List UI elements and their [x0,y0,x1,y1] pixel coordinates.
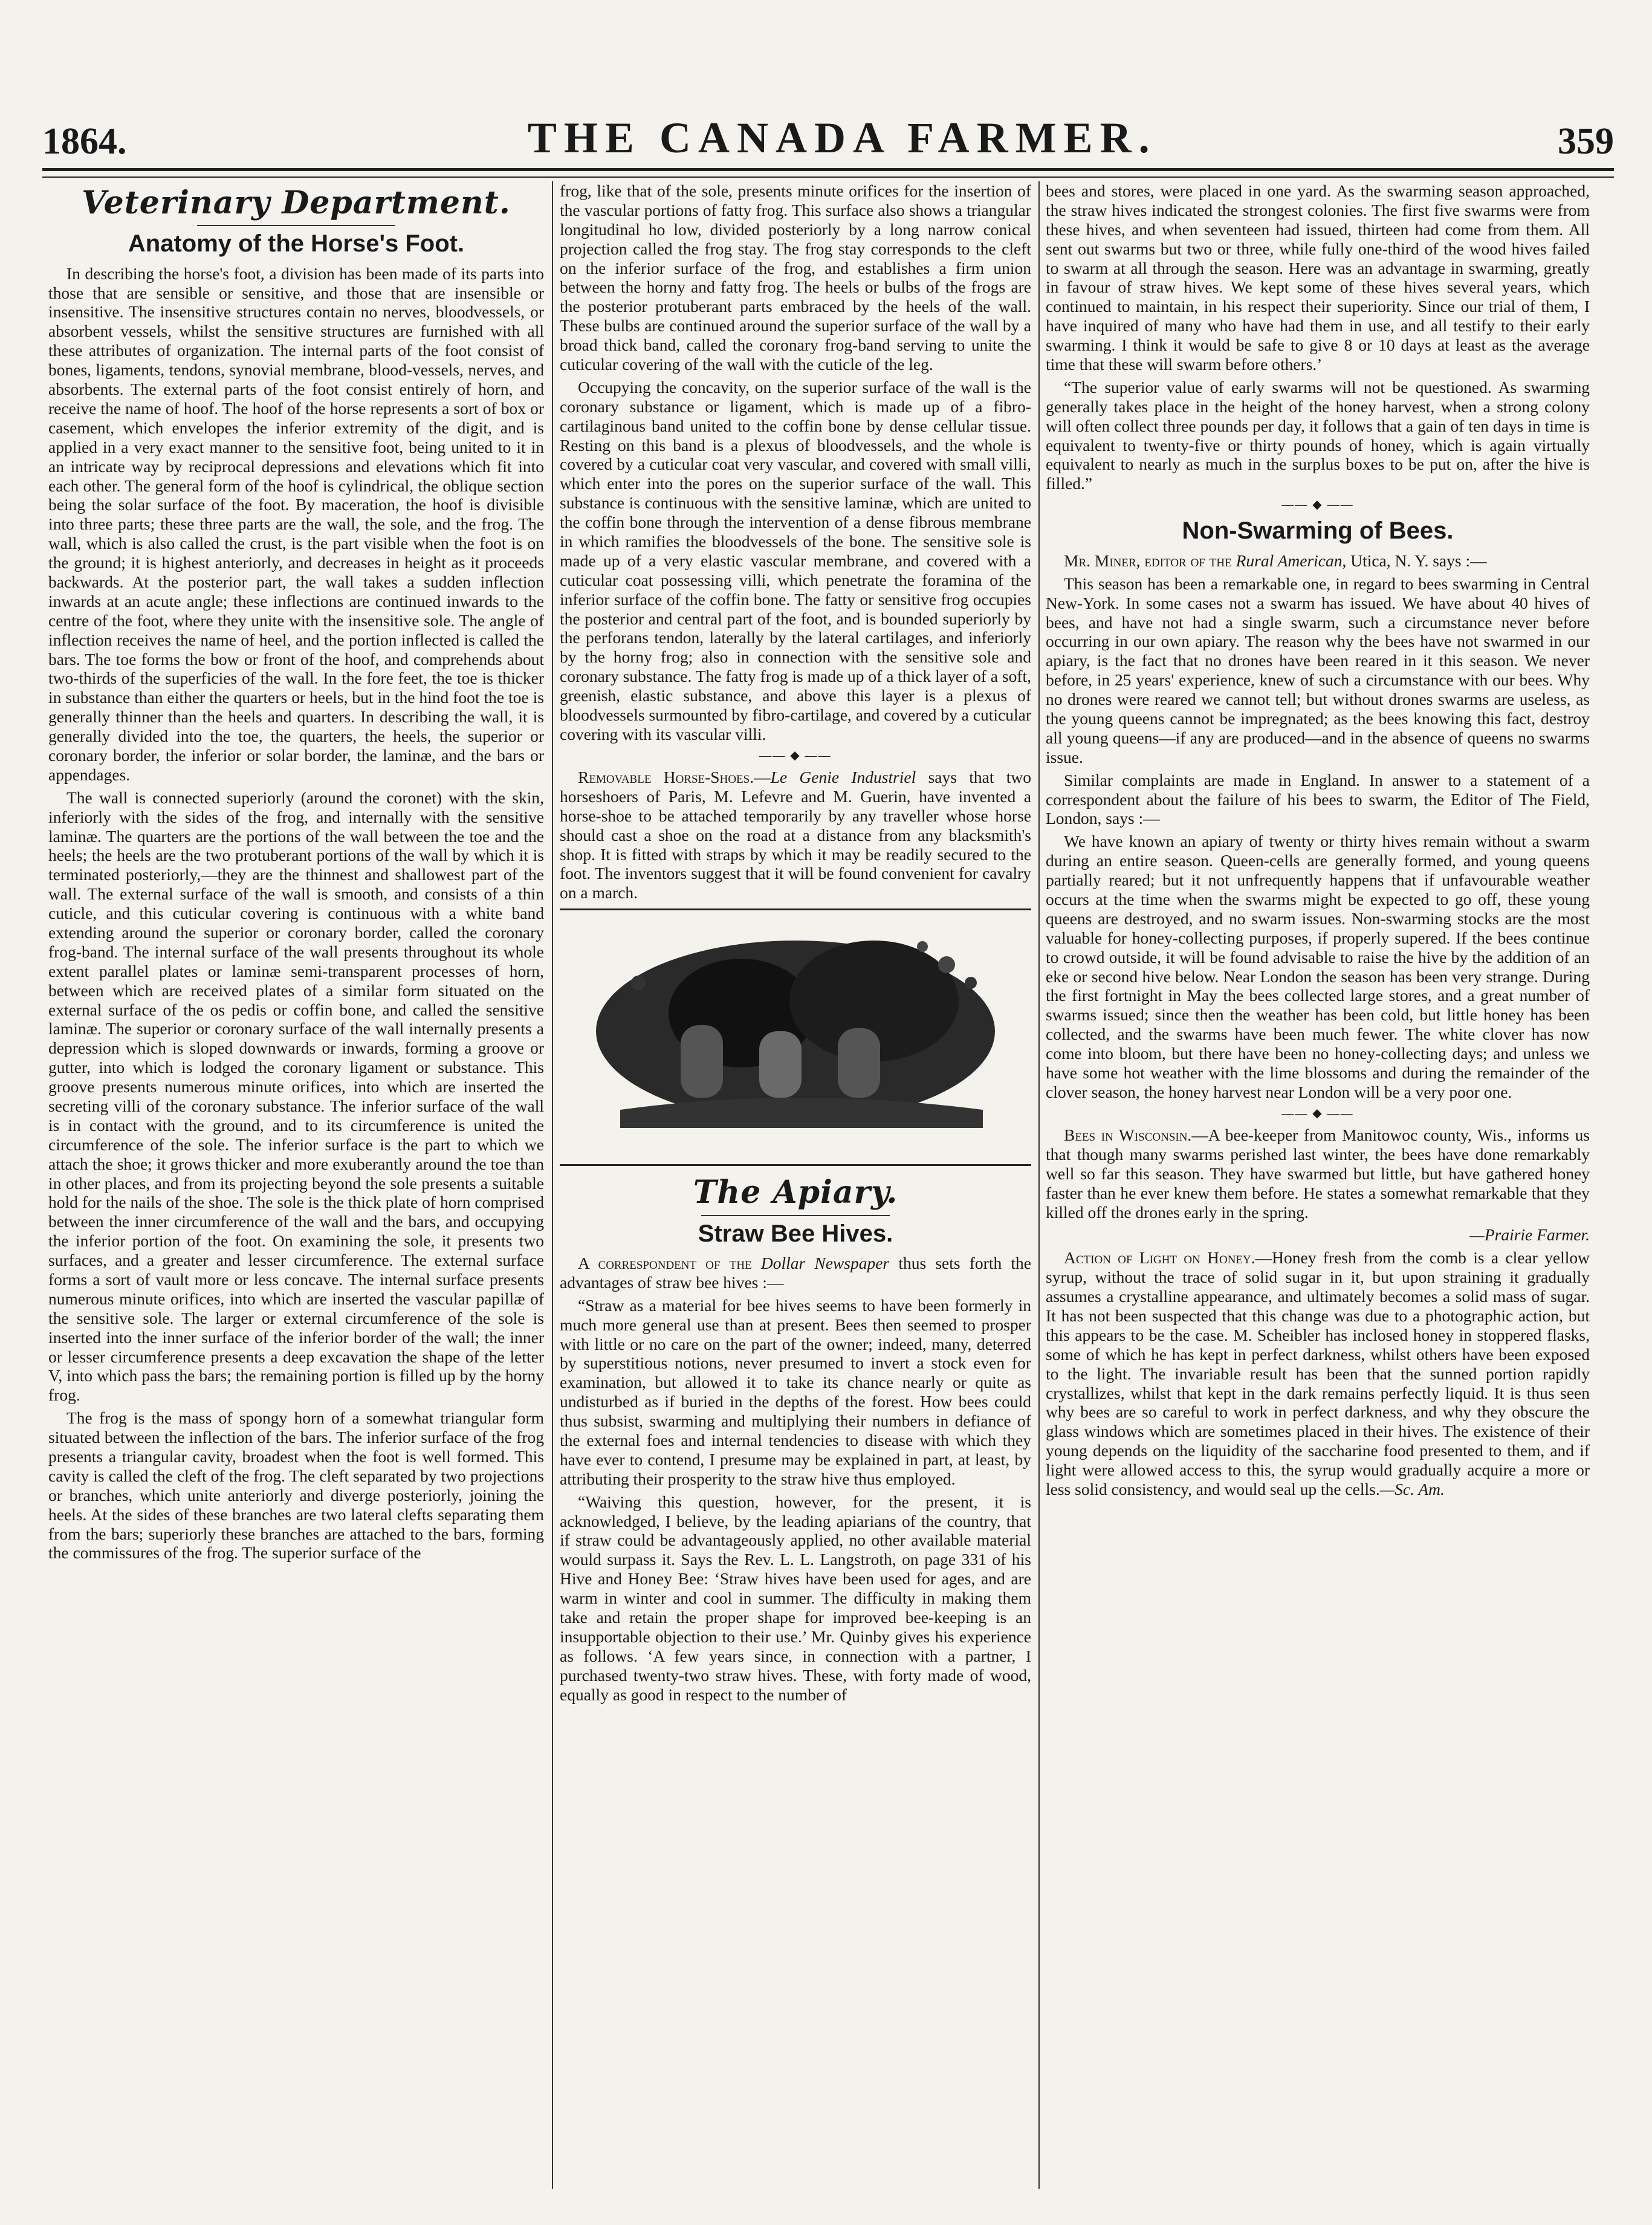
item-text: —Honey fresh from the comb is a clear yellow syrup, without the trace of solid sugar in it, but upon straining it gradually assumes a crystalline appearance, and ultimately becomes a solid mass of sugar. It has not been suspected that this change was due to a photographic action, but this appears to be the case. M. Scheibler has inclosed honey in stoppered flasks, some of which he has kept in perfect darkness, whilst others have been exposed to the light. The invariable result has been that the sunned portion rapidly crystallizes, whilst that kept in the dark remains perfectly liquid. It is thus seen why bees are so careful to work in perfect darkness, and why they obscure the glass windows which are sometimes placed in their hives. The existence of their young depends on the liquidity of the saccharine food presented to them, and if light were allowed access to this, the syrup would gradually acquire a more or less solid consistency, and would seal up the cells. [1046,1248,1590,1498]
item-source: —Sc. Am. [1379,1479,1445,1498]
straw-hives-title: Straw Bee Hives. [698,1220,893,1247]
masthead-rule [42,168,1614,171]
article-paragraph: frog, like that of the sole, presents minute orifices for the insertion of the vascular portions of fatty frog. This surface also shows a triangular longitudinal ho low, divided posteriorly by a long narrow conical projection called the frog stay. The frog stay corresponds to the cleft on the inferior surface of the frog, and establishes a firm union between the horny and fatty frog. The heels or bulbs of the frogs are the posterior protuberant parts embraced by the heels of the wall. These bulbs are continued around the superior surface of the wall by a broad thick band, called the coronary frog-band serving to unite the cuticular covering of the wall with the cuticle of the leg. [560,181,1031,374]
column-middle [560,181,1031,2189]
intro-text: thus sets forth the advantages of straw bee hives :— [560,1253,1031,1292]
item-source: Le Genie Industriel [770,768,916,787]
column-divider-1 [552,181,553,2189]
item-lead: Removable Horse-Shoes. [578,768,754,787]
news-item [1046,1248,1590,1499]
page-number: 359 [1557,121,1614,162]
column-divider-2 [1038,181,1040,2189]
apiary-department-heading: The Apiary. [693,1174,898,1211]
item-dash: — [754,768,771,787]
section-ornament: —— ◆ —— [1281,498,1354,512]
article-intro [560,1254,1031,1292]
column-right [1046,181,1590,2189]
article-title: Anatomy of the Horse's Foot. [128,230,465,257]
masthead [42,109,1614,163]
masthead-rule-thin [42,177,1614,178]
news-item [560,768,1031,902]
newspaper-title: THE CANADA FARMER. [527,114,1157,162]
intro-text: , Utica, N. Y. says :— [1342,551,1487,570]
quoted-paragraph: “Straw as a material for bee hives seems to have been formerly in much more general use than at present. Bees then seemed to prosper with little or no care on the part of the owner; indeed, many, deterred by superstitious notions, never presumed to invert a stock even for examination, but allowed it to take its chance nearly or quite as undisturbed as if buried in the depths of the forest. How bees could thus subsist, swarming and multiplying their numbers in defiance of the external foes and internal tendencies to disease with which they have ever to contend, I presume may be explained in part, at least, by attributing their prosperity to the straw hive thus employed. [560,1295,1031,1488]
article-paragraph: Similar complaints are made in England. In answer to a statement of a correspondent about the failure of his bees to swarm, the Editor of The Field, London, says :— [1046,770,1590,828]
item-lead: Bees in Wisconsin. [1064,1125,1192,1144]
article-paragraph: We have known an apiary of twenty or thirty hives remain without a swarm during an entire season. Queen-cells are generally formed, and young queens partially reared; but it not unfrequently happens that if unfavourable weather occurs at the time when the swarms might be expected to go off, these young queens are destroyed, and no swarm issues. Non-swarming stocks are the most valuable for honey-collecting purposes, if properly supered. If the bees continue to crowd outside, it will be found advisable to raise the hive by the addition of an eke or second hive below. Near London the season has been very strange. During the first fortnight in May the bees collected large stores, and a great number of swarms issued; since then the weather has been cold, but little honey has been collected, and the swarms have been much fewer. The white clover has now come into bloom, but there have been no honey-collecting days; and unless we have some hot weather with the lime blossoms and during the remainder of the clover season, the honey harvest near London will be a very poor one. [1046,832,1590,1101]
intro-source: Dollar Newspaper [760,1253,890,1272]
quoted-paragraph: “Waiving this question, however, for the present, it is acknowledged, I believe, by the leading apiarians of the country, that if straw could be advantageously applied, no other available material would surpass it. Says the Rev. L. L. Langstroth, on page 331 of his Hive and Honey Bee: ‘Straw hives have been used for ages, and are warm in winter and cool in summer. The difficulty in making them take and retain the proper shape for improved bee-keeping is an insupportable objection to their use.’ Mr. Quinby gives his experience as follows. ‘A few years since, in connection with a partner, I purchased twenty-two straw hives. These, with forty made of wood, equally as good in respect to the number of [560,1492,1031,1704]
intro-lead: A correspondent of the [578,1253,761,1272]
beehive-illustration [560,910,1031,1161]
heading-rule [701,1215,890,1216]
article-paragraph: The frog is the mass of spongy horn of a somewhat triangular form situated between the inflection of the bars. The inferior surface of the frog presents a triangular cavity, broadest when the foot is well formed. This cavity is called the cleft of the frog. The cleft separated by two projections or branches, which unite anteriorly and diverge posteriorly, joining the heels. At the sides of these branches are two lateral clefts separating them from the bars; superiorly these branches are attached to the bars, forming the commissures of the frog. The superior surface of the [48,1408,544,1563]
item-text: says that two horseshoers of Paris, M. Lefevre and M. Guerin, have invented a horse-shoe to be attached temporarily by any traveller whose horse should cast a shoe on the road at a distance from any blacksmith's shop. It is fitted with straps by which it may be readily secured to the foot. The inventors suggest that it will be found convenient for cavalry on a march. [560,768,1031,902]
item-text: —A bee-keeper from Manitowoc county, Wis., informs us that though many swarms perished last winter, the bees have done remarkably well so far this season. They have swarmed but little, but have gathered honey faster than he ever knew them before. He states a somewhat remarkable that they killed off the drones early in the spring. [1046,1125,1590,1222]
column-left [48,181,544,2189]
item-lead: Action of Light on Honey. [1064,1248,1255,1268]
item-source: —Prairie Farmer. [1469,1225,1590,1245]
section-ornament: —— ◆ —— [1281,1106,1354,1120]
intro-lead: Mr. Miner, editor of the [1064,551,1236,570]
article-paragraph: In describing the horse's foot, a division has been made of its parts into those that are sensible or sensitive, and those that are insensible or insensitive. The insensitive structures contain no nerves, bloodvessels, or absorbent vessels, whilst the sensitive structures are furnished with all these attributes of organization. The internal parts of the foot consist of bones, ligaments, tendons, synovial membrane, blood-vessels, nerves, and absorbents. The external parts of the foot consist entirely of horn, and receive the name of hoof. The hoof of the horse represents a sort of box or casement, which envelopes the inferior extremity of the digit, and is applied in a very exact manner to the sensitive foot, being united to it in an intricate way by reciprocal depressions and elevations which fit into each other. The general form of the hoof is cylindrical, the oblique section being the solar surface of the foot. By maceration, the hoof is divisible into three parts; these three parts are the wall, the sole, and the frog. The wall, which is also called the crust, is the part visible when the foot is on the ground; it is highest anteriorly, and decreases in height as it proceeds backwards. At the posterior part, the wall takes a sudden inflection inwards at an acute angle; these inflections are continued inwards to the centre of the foot, where they unite with the insensitive sole. The angle of inflection receives the name of heel, and the portion inflected is called the bars. The toe forms the bow or front of the hoof, and comprehends about two-thirds of the superficies of the wall. In the fore feet, the toe is thicker in substance than either the quarters or heels, but in the hind foot the toe is generally thinner than the heels and quarters. In describing the wall, it is generally divided into the toe, the quarters, the heels, the superior or coronary border, the inferior or solar border, the laminæ, and the bars or appendages. [48,264,544,784]
issue-year: 1864. [42,121,127,162]
apiary-engraving [560,908,1031,1166]
heading-rule [197,225,395,226]
nonswarming-title: Non-Swarming of Bees. [1182,517,1454,545]
quoted-paragraph: bees and stores, were placed in one yard. As the swarming season approached, the straw hives indicated the strongest colonies. The first five swarms were from these hives, and when seventeen had issued, thirteen had come from them. All sent out swarms but two or three, while fully one-third of the wood hives failed to swarm at all through the season. Here was an advantage in swarming, greatly in favour of straw hives. We kept some of these hives several years, which continued to maintain, in his respect their superiority. Since our trial of them, I have inquired of many who have had them in use, and all testify to their early swarming. I think it would be safe to give 8 or 10 days at least as the average time that these will swarm before others.’ [1046,181,1590,374]
article-paragraph: Occupying the concavity, on the superior surface of the wall is the coronary substance or ligament, which is made up of a fibro-cartilaginous band united to the coffin bone by dense cellular tissue. Resting on this band is a plexus of bloodvessels, and the whole is covered by a cuticular coat very vascular, and covered with small villi, which enter into the pores on the superior surface of the wall. This substance is continuous with the sensitive laminæ, which are united to the coffin bone through the intervention of a dense fibrous membrane in which ramifies the bloodvessels of the bone. The sensitive sole is made up of a very elastic vascular membrane, and covered with a cuticular coat possessing villi, which penetrate the foramina of the inferior surface of the coffin bone. The fatty or sensitive frog occupies the posterior and central part of the foot, and is bounded superiorly by the perforans tendon, laterally by the lateral cartilages, and inferiorly by the horny frog; also in connection with the sensitive sole and coronary substance. The fatty frog is made up of a thick layer of a soft, greenish, elastic substance, and above this layer is a plexus of bloodvessels surmounted by fibro-cartilage, and covered by a cuticular covering with its vascular villi. [560,377,1031,743]
news-item [1046,1125,1590,1222]
article-paragraph: This season has been a remarkable one, in regard to bees swarming in Central New-York. In some cases not a swarm has issued. We have about 40 hives of bees, and have not had a single swarm, such a circumstance never before occurring in our own apiary. The reason why the bees have not swarmed in our apiary, is the fact that no drones have been reared in it this season. We never before, in 25 years' experience, knew of such a circumstance with our bees. Why no drones were reared we cannot tell; but without drones swarms are useless, as the young queens cannot be impregnated; as the bees knowing this fact, destroy all young queens—if any are produced—and in the absence of queens no swarms issue. [1046,574,1590,766]
quoted-paragraph: “The superior value of early swarms will not be questioned. As swarming generally takes place in the height of the honey harvest, when a strong colony will often collect three pounds per day, it follows that a gain of ten days in time is equivalent to twenty-five or thirty pounds of honey, which is again virtually equivalent to nearly as much in the surplus boxes to be put on, after the hive is filled.” [1046,377,1590,493]
article-intro [1046,551,1590,571]
intro-source: Rural American [1236,551,1343,570]
article-paragraph: The wall is connected superiorly (around the coronet) with the skin, inferiorly with the sides of the frog, and internally with the sensitive laminæ. The quarters are the portions of the wall between the toe and the heels; the heels are the two protuberant portions of the wall by which it is terminated posteriorly,—they are the thinnest and shallowest part of the wall. The external surface of the wall is smooth, and consists of a thin cuticle, and this cuticular covering is continuous with a white band extending around the superior or coronary border, called the coronary frog-band. The internal surface of the wall presents throughout its whole extent parallel plates or laminæ semi-transparent processes of horn, between which are received plates of a similar form situated on the external surface of the os pedis or coffin bone, and called the sensitive laminæ. The superior or coronary surface of the wall internally presents a depression which is sloped downwards or inwards, forming a groove or gutter, into which is lodged the coronary ligament or substance. This groove presents numerous minute orifices, into which are inserted the secreting villi of the coronary substance. The inferior surface of the wall is in contact with the ground, and to its circumference is united the circumference of the sole. The inferior surface is the part to which we attach the shoe; it grows thicker and more exuberantly around the toe than in other places, and from its projecting beyond the sole presents a suitable hold for the nails of the shoe. The sole is the thick plate of horn comprised between the inner circumference of the wall and the bars, and occupying the inferior portion of the foot. On examining the sole, it presents two surfaces, and a greater and lesser circumference. The external surface forms a sort of vault more or less concave. The internal surface presents numerous minute orifices, into which are inserted the vascular papillæ of the sensitive sole. The larger or external circumference of the sole is inserted into the inner surface of the inferior border of the wall; the inner or lesser circumference presents a deep excavation the shape of the letter V, into which pass the bars; the remaining portion is filled up by the horny frog. [48,788,544,1405]
department-heading: Veterinary Department. [82,184,511,221]
section-ornament: —— ◆ —— [759,748,832,762]
